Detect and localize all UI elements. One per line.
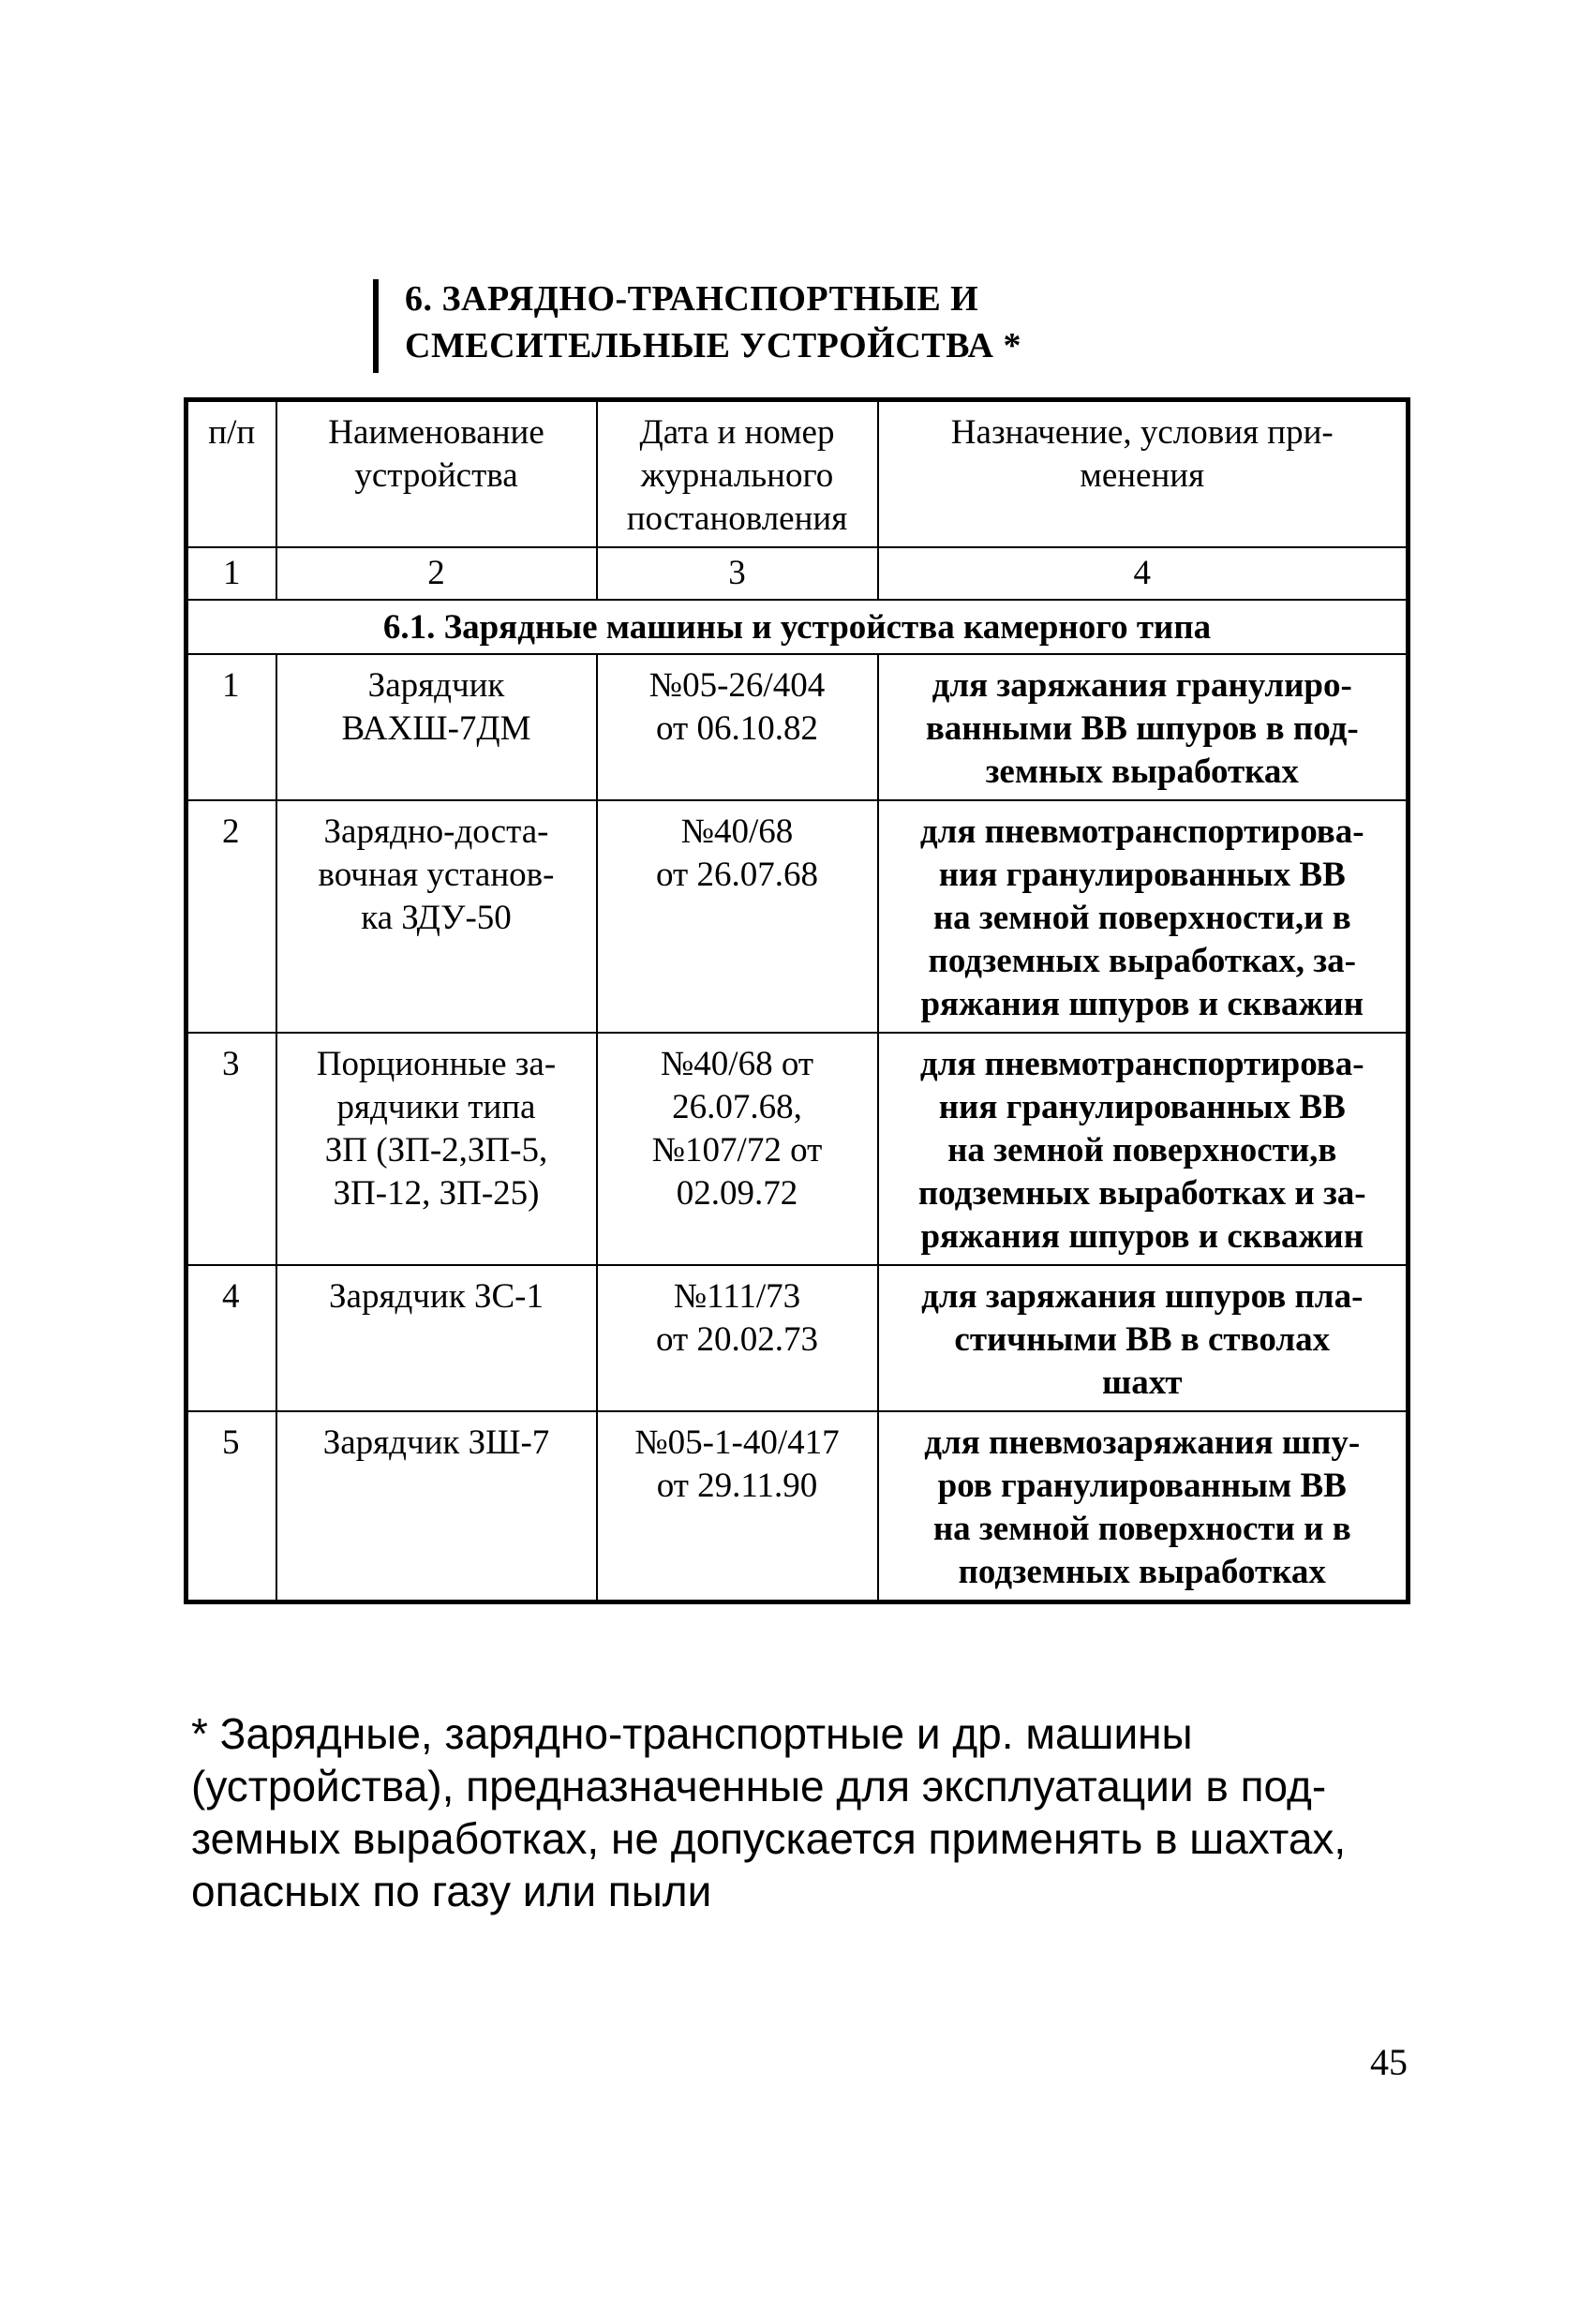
decree-date: №111/73 от 20.02.73 <box>597 1265 878 1411</box>
table-row <box>186 1411 1409 1602</box>
device-purpose: для заряжания гранулиро- ванными ВВ шпуров в под- земных выработках <box>878 654 1409 800</box>
section-heading-line-1: 6. ЗАРЯДНО-ТРАНСПОРТНЫЕ И <box>405 279 979 319</box>
margin-change-bar <box>373 279 379 373</box>
column-number-row <box>186 547 1409 600</box>
header-number: п/п <box>186 400 276 548</box>
column-number-4: 4 <box>878 547 1409 600</box>
row-number: 5 <box>186 1411 276 1602</box>
device-name: Зарядчик ЗШ-7 <box>276 1411 597 1602</box>
footnote: * Зарядные, зарядно-транспортные и др. машины (устройства), предназначенные для эксплуатации в под- земных выработках, не допускается применять в шахтах, опасных по газу или пыли <box>191 1709 1347 1915</box>
device-purpose: для пневмотранспортирова- ния гранулированных ВВ на земной поверхности,в подземных выработках и за- ряжания шпуров и скважин <box>878 1033 1409 1265</box>
section-heading-line-2: СМЕСИТЕЛЬНЫЕ УСТРОЙСТВА * <box>405 326 1021 365</box>
table-header-row <box>186 400 1409 548</box>
decree-date: №40/68 от 26.07.68, №107/72 от 02.09.72 <box>597 1033 878 1265</box>
section-title: 6.1. Зарядные машины и устройства камерного типа <box>186 600 1409 654</box>
decree-date: №05-1-40/417 от 29.11.90 <box>597 1411 878 1602</box>
page-number: 45 <box>1370 2041 1408 2083</box>
table-row <box>186 800 1409 1033</box>
device-name: Зарядчик ВАХШ-7ДМ <box>276 654 597 800</box>
row-number: 2 <box>186 800 276 1033</box>
section-heading-text <box>405 276 1021 369</box>
row-number: 3 <box>186 1033 276 1265</box>
device-name: Зарядчик ЗС-1 <box>276 1265 597 1411</box>
column-number-1: 1 <box>186 547 276 600</box>
header-purpose: Назначение, условия при- менения <box>878 400 1409 548</box>
header-date: Дата и номер журнального постановления <box>597 400 878 548</box>
column-number-3: 3 <box>597 547 878 600</box>
device-name: Порционные за- рядчики типа ЗП (ЗП-2,ЗП-5, ЗП-12, ЗП-25) <box>276 1033 597 1265</box>
row-number: 4 <box>186 1265 276 1411</box>
devices-table <box>184 397 1410 1604</box>
table-row <box>186 1033 1409 1265</box>
table-row <box>186 1265 1409 1411</box>
decree-date: №40/68 от 26.07.68 <box>597 800 878 1033</box>
device-purpose: для заряжания шпуров пла- стичными ВВ в стволах шахт <box>878 1265 1409 1411</box>
device-purpose: для пневмозаряжания шпу- ров гранулированным ВВ на земной поверхности и в подземных выработках <box>878 1411 1409 1602</box>
device-purpose: для пневмотранспортирова- ния гранулированных ВВ на земной поверхности,и в подземных выработках, за- ряжания шпуров и скважин <box>878 800 1409 1033</box>
column-number-2: 2 <box>276 547 597 600</box>
decree-date: №05-26/404 от 06.10.82 <box>597 654 878 800</box>
section-title-row <box>186 600 1409 654</box>
device-name: Зарядно-доста- вочная установ- ка ЗДУ-50 <box>276 800 597 1033</box>
row-number: 1 <box>186 654 276 800</box>
header-name: Наименование устройства <box>276 400 597 548</box>
table-row <box>186 654 1409 800</box>
